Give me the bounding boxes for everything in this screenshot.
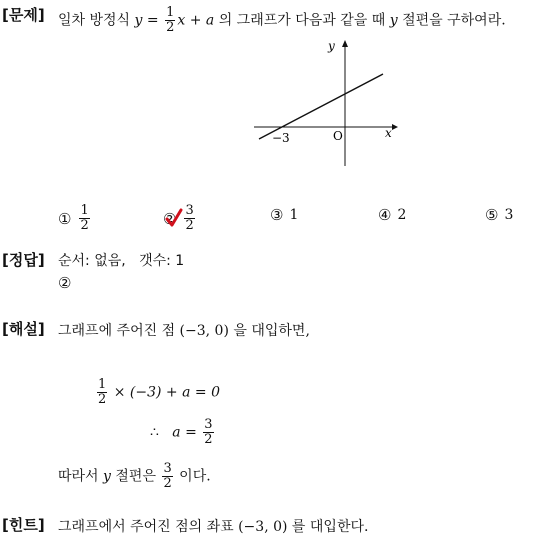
option-2-fraction [184,204,194,233]
y-axis-label: y [328,39,335,53]
answer-line-2: ② [58,274,72,292]
option-2-denominator: 2 [185,218,194,233]
solution-equation-2 [150,418,216,447]
therefore-symbol: ∴ [150,424,159,441]
hint-point: (−3, 0) [238,519,288,535]
option-1-numerator: 1 [80,203,89,218]
y-axis-arrow [342,40,348,47]
eq2-denominator: 2 [204,432,213,447]
problem-eq-fraction [165,6,175,35]
option-3-value: 1 [289,207,299,223]
x-axis-label: x [385,126,392,140]
check-mark-icon [165,208,183,228]
option-3-marker: ③ [270,206,284,224]
eq1-numerator: 1 [98,377,107,392]
solution-conclusion [58,462,211,491]
option-2-marker: ② [163,209,177,228]
option-2-marker-wrap [163,210,176,228]
problem-statement [58,6,506,35]
option-4-marker: ④ [378,206,392,224]
problem-eq-equals: = [146,12,159,29]
option-1-fraction [79,204,89,233]
eq1-fraction [97,378,107,407]
x-axis-arrow [392,124,398,130]
option-2[interactable] [163,204,197,233]
answer-tag: [정답] [2,251,45,269]
solution-intro-before: 그래프에 주어진 점 [58,323,176,339]
option-1-marker: ① [58,209,72,228]
option-2-numerator: 3 [185,203,194,218]
conclusion-fraction [162,462,172,491]
eq2-lhs: a = [172,424,197,441]
hint-tag: [힌트] [2,516,45,534]
graph-line [259,74,383,139]
conclusion-denominator: 2 [163,476,172,491]
solution-intro [58,320,310,340]
conclusion-mid: 절편은 [115,468,156,485]
eq2-fraction [203,418,213,447]
problem-tag: [문제] [2,6,45,24]
origin-label: O [333,129,343,143]
x-intercept-label: −3 [272,131,290,145]
option-1-denominator: 2 [80,218,89,233]
line-graph [250,36,400,168]
problem-eq-numerator: 1 [166,5,175,20]
hint-after: 를 대입한다. [291,519,369,535]
option-4-value: 2 [397,207,407,223]
solution-point: (−3, 0) [179,323,229,339]
hint-before: 그래프에서 주어진 점의 좌표 [58,519,234,535]
option-5-marker: ⑤ [485,206,499,224]
hint-text [58,516,368,536]
problem-eq-y: y [134,12,143,29]
eq1-denominator: 2 [98,392,107,407]
option-5[interactable] [485,206,513,224]
solution-equation-1 [95,378,220,407]
solution-tag: [해설] [2,320,45,338]
conclusion-numerator: 3 [163,461,172,476]
conclusion-before: 따라서 [58,468,99,485]
problem-text-end: 절편을 구하여라. [402,12,506,29]
problem-y-var: y [389,12,398,29]
problem-text-after: 의 그래프가 다음과 같을 때 [218,12,386,29]
conclusion-after: 이다. [179,468,211,485]
problem-eq-denominator: 2 [166,20,175,35]
problem-eq-rest: x + a [177,12,215,29]
answer-line-1: 순서: 없음, 갯수: 1 [58,253,185,269]
option-4[interactable] [378,206,406,224]
conclusion-var: y [103,468,111,485]
eq2-numerator: 3 [204,417,213,432]
option-3[interactable] [270,206,298,224]
option-5-value: 3 [504,207,514,223]
option-1[interactable] [58,204,92,233]
problem-text-before: 일차 방정식 [58,12,131,29]
solution-intro-after: 을 대입하면, [233,323,310,339]
eq1-rest: × (−3) + a = 0 [113,384,220,401]
